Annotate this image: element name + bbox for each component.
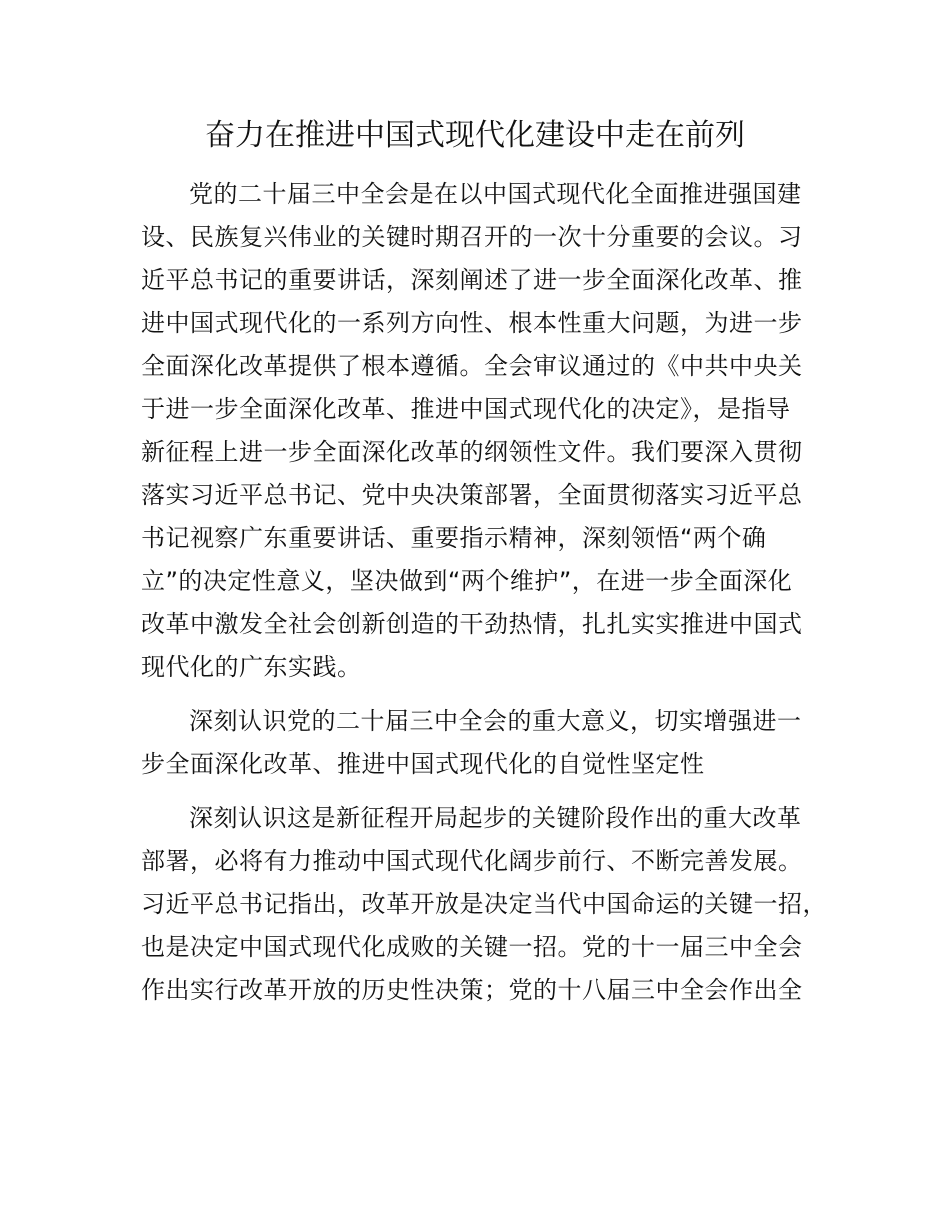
paragraph-1-line-4: 进中国式现代化的一系列方向性、根本性重大问题，为进一步 <box>141 309 803 337</box>
paragraph-1-line-11: 改革中激发全社会创新创造的干劲热情，扎扎实实推进中国式 <box>141 610 803 638</box>
paragraph-3-line-4: 也是决定中国式现代化成败的关键一招。党的十一届三中全会 <box>141 933 803 961</box>
paragraph-1-line-7: 新征程上进一步全面深化改革的纲领性文件。我们要深入贯彻 <box>141 438 803 466</box>
paragraph-3-line-3: 习近平总书记指出，改革开放是决定当代中国命运的关键一招， <box>141 890 827 918</box>
paragraph-1-line-9: 书记视察广东重要讲话、重要指示精神，深刻领悟“两个确 <box>141 524 767 552</box>
document-title: 奋力在推进中国式现代化建设中走在前列 <box>205 118 745 153</box>
section-heading-line-2: 步全面深化改革、推进中国式现代化的自觉性坚定性 <box>141 750 705 778</box>
paragraph-1-line-1: 党的二十届三中全会是在以中国式现代化全面推进强国建 <box>189 180 802 208</box>
paragraph-1-line-5: 全面深化改革提供了根本遵循。全会审议通过的《中共中央关 <box>141 352 803 380</box>
paragraph-1-line-2: 设、民族复兴伟业的关键时期召开的一次十分重要的会议。习 <box>141 223 803 251</box>
paragraph-1-line-6: 于进一步全面深化改革、推进中国式现代化的决定》，是指导 <box>141 395 791 423</box>
section-heading-line-1: 深刻认识党的二十届三中全会的重大意义，切实增强进一 <box>189 707 802 735</box>
paragraph-1-line-12: 现代化的广东实践。 <box>141 653 362 681</box>
paragraph-3-line-2: 部署，必将有力推动中国式现代化阔步前行、不断完善发展。 <box>141 847 803 875</box>
paragraph-1-line-3: 近平总书记的重要讲话，深刻阐述了进一步全面深化改革、推 <box>141 266 803 294</box>
paragraph-3-line-1: 深刻认识这是新征程开局起步的关键阶段作出的重大改革 <box>189 804 802 832</box>
paragraph-1-line-10: 立”的决定性意义，坚决做到“两个维护”，在进一步全面深化 <box>141 567 793 595</box>
paragraph-3-line-5: 作出实行改革开放的历史性决策；党的十八届三中全会作出全 <box>141 976 803 1004</box>
paragraph-1-line-8: 落实习近平总书记、党中央决策部署，全面贯彻落实习近平总 <box>141 481 803 509</box>
